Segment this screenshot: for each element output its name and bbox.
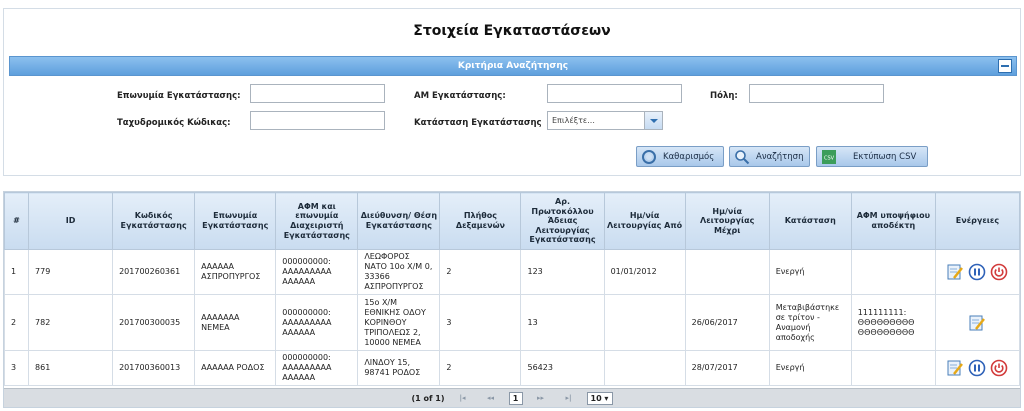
clear-label: Καθαρισμός [663, 151, 715, 162]
svg-text:CSV: CSV [823, 155, 835, 161]
page-info: (1 of 1) [411, 393, 445, 403]
cell-protocol: 13 [521, 295, 604, 351]
cell-code: 201700360013 [113, 351, 195, 386]
col-header[interactable]: Κατάσταση [769, 193, 851, 250]
col-header[interactable]: Ημ/νία Λειτουργίας Μέχρι [685, 193, 769, 250]
cell-afm: 000000000: ΑΑΑΑΑΑΑΑΑ ΑΑΑΑΑΑ [276, 295, 358, 351]
name-label: Επωνυμία Εγκατάστασης: [117, 91, 241, 101]
cell-code: 201700300035 [113, 295, 195, 351]
col-header[interactable]: Διεύθυνση/ Θέση Εγκατάστασης [358, 193, 440, 250]
cell-address: ΛΙΝΔΟΥ 15, 98741 ΡΟΔΟΣ [358, 351, 440, 386]
col-header[interactable]: ID [29, 193, 113, 250]
cell-recipient [851, 351, 935, 386]
chevron-down-icon[interactable] [644, 112, 662, 129]
cell-address: ΛΕΩΦΟΡΟΣ ΝΑΤΟ 10ο Χ/Μ 0, 33366 ΑΣΠΡΟΠΥΡΓΟΣ [358, 250, 440, 295]
col-header[interactable]: ΑΦΜ και επωνυμία Διαχειριστή Εγκατάστασης [276, 193, 358, 250]
cell-name: ΑΑΑΑΑΑ ΡΟΔΟΣ [195, 351, 276, 386]
status-label: Κατάσταση Εγκατάστασης [414, 118, 542, 128]
page-size-select[interactable]: 10 ▾ [587, 392, 613, 405]
cell-tanks: 2 [440, 351, 521, 386]
cell-recipient: 111111111: ΘΘΘΘΘΘΘΘΘ ΘΘΘΘΘΘΘΘΘ [851, 295, 935, 351]
city-label: Πόλη: [710, 91, 738, 101]
col-header[interactable]: Κωδικός Εγκατάστασης [113, 193, 195, 250]
status-select-value: Επιλέξτε... [552, 116, 595, 125]
cell-protocol: 123 [521, 250, 604, 295]
cell-num: 2 [5, 295, 29, 351]
cell-from [604, 295, 685, 351]
search-label: Αναζήτηση [756, 151, 804, 162]
csv-export-button[interactable] [816, 146, 928, 167]
cell-from [604, 351, 685, 386]
cell-code: 201700260361 [113, 250, 195, 295]
cell-id: 779 [29, 250, 113, 295]
clear-button[interactable] [636, 146, 724, 167]
cell-num: 3 [5, 351, 29, 386]
installations-table [3, 191, 1021, 408]
collapse-icon[interactable] [998, 59, 1012, 73]
col-header[interactable]: # [5, 193, 29, 250]
cell-status: Ενεργή [769, 351, 851, 386]
cell-id: 861 [29, 351, 113, 386]
pause-icon[interactable] [968, 359, 986, 377]
col-header[interactable]: Ημ/νία Λειτουργίας Από [604, 193, 685, 250]
search-icon [734, 149, 750, 165]
cell-actions [935, 351, 1019, 386]
csv-label: Εκτύπωση CSV [853, 151, 917, 162]
next-page-button[interactable]: ▸▸ [536, 394, 545, 402]
first-page-button[interactable]: |◂ [459, 394, 466, 402]
cell-name: ΑΑΑΑΑΑΑ ΝΕΜΕΑ [195, 295, 276, 351]
last-page-button[interactable]: ▸| [565, 394, 572, 402]
col-header: Ενέργειες [935, 193, 1019, 250]
cell-id: 782 [29, 295, 113, 351]
cell-from: 01/01/2012 [604, 250, 685, 295]
table-row[interactable] [5, 295, 1020, 351]
cell-address: 15ο Χ/Μ ΕΘΝΙΚΗΣ ΟΔΟΥ ΚΟΡΙΝΘΟΥ ΤΡΙΠΟΛΕΩΣ 2, 10000 ΝΕΜΕΑ [358, 295, 440, 351]
criteria-header[interactable] [9, 56, 1017, 76]
cell-status: Ενεργή [769, 250, 851, 295]
cell-actions [935, 295, 1019, 351]
paginator [4, 388, 1020, 407]
power-icon[interactable] [990, 359, 1008, 377]
zip-label: Ταχυδρομικός Κώδικας: [117, 118, 231, 128]
col-header[interactable]: ΑΦΜ υποψήφιου αποδέκτη [851, 193, 935, 250]
search-panel [3, 8, 1021, 176]
power-icon[interactable] [990, 263, 1008, 281]
criteria-title: Κριτήρια Αναζήτησης [457, 61, 569, 71]
name-input[interactable] [250, 84, 385, 103]
edit-icon[interactable] [968, 314, 986, 332]
cell-afm: 000000000: ΑΑΑΑΑΑΑΑΑ ΑΑΑΑΑΑ [276, 250, 358, 295]
cell-afm: 000000000: ΑΑΑΑΑΑΑΑΑ ΑΑΑΑΑΑ [276, 351, 358, 386]
cell-recipient [851, 250, 935, 295]
cell-actions [935, 250, 1019, 295]
cell-tanks: 2 [440, 250, 521, 295]
col-header[interactable]: Αρ. Πρωτοκόλλου Άδειας Λειτουργίας Εγκατάστασης [521, 193, 604, 250]
table-row[interactable] [5, 250, 1020, 295]
cell-protocol: 56423 [521, 351, 604, 386]
cell-tanks: 3 [440, 295, 521, 351]
table-header-row [5, 193, 1020, 250]
csv-icon [821, 149, 837, 165]
city-input[interactable] [749, 84, 884, 103]
cell-status: Μεταβιβάστηκε σε τρίτον - Αναμονή αποδοχής [769, 295, 851, 351]
col-header[interactable]: Επωνυμία Εγκατάστασης [195, 193, 276, 250]
page-title: Στοιχεία Εγκαταστάσεων [413, 23, 611, 39]
cell-name: ΑΑΑΑΑΑ ΑΣΠΡΟΠΥΡΓΟΣ [195, 250, 276, 295]
edit-icon[interactable] [946, 359, 964, 377]
current-page[interactable]: 1 [509, 392, 523, 405]
cell-to [685, 250, 769, 295]
col-header[interactable]: Πλήθος Δεξαμενών [440, 193, 521, 250]
cell-to: 26/06/2017 [685, 295, 769, 351]
pause-icon[interactable] [968, 263, 986, 281]
cell-num: 1 [5, 250, 29, 295]
table-row[interactable] [5, 351, 1020, 386]
edit-icon[interactable] [946, 263, 964, 281]
search-button[interactable] [729, 146, 810, 167]
refresh-icon [641, 149, 657, 165]
am-label: ΑΜ Εγκατάστασης: [414, 91, 506, 101]
prev-page-button[interactable]: ◂◂ [486, 394, 495, 402]
am-input[interactable] [547, 84, 682, 103]
cell-to: 28/07/2017 [685, 351, 769, 386]
zip-input[interactable] [250, 111, 385, 130]
status-select[interactable] [547, 111, 663, 130]
